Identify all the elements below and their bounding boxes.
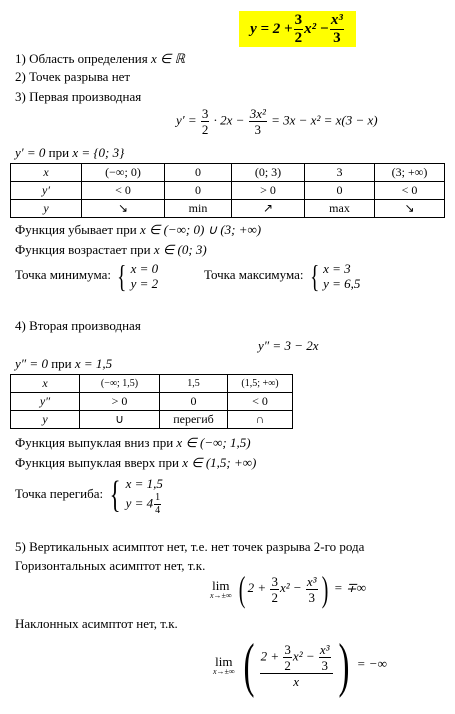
first-derivative-formula: y′ = $\frac{3}{2}$ · 2x − $\frac{\text{3x²}}{3}$ = 3x − x² = x(3 − x)	[176, 106, 378, 137]
title-frac1-den: 2	[294, 29, 303, 46]
minimum-point: Точка минимума: { x = 0 y = 2	[15, 258, 159, 294]
increasing-interval: Функция возрастает при x ∈ (0; 3)	[15, 242, 207, 257]
title-frac2-den: 3	[333, 29, 341, 46]
table-row: y″ > 0 0 < 0	[11, 393, 293, 411]
title-frac2-num: x³	[330, 11, 343, 28]
section-discontinuity: 2) Точек разрыва нет	[15, 69, 131, 84]
table-row: y′ < 0 0 > 0 0 < 0	[11, 182, 445, 200]
title-frac1-num: 3	[294, 11, 303, 28]
domain-math: x ∈ ℝ	[151, 51, 185, 66]
first-derivative-zeros: y′ = 0 при x = {0; 3}	[15, 145, 125, 160]
section-asymptotes: 5) Вертикальных асимптот нет, т.е. нет точек разрыва 2-го рода	[15, 539, 365, 554]
convex-down-interval: Функция выпуклая вниз при x ∈ (−∞; 1,5)	[15, 435, 251, 450]
section-domain: 1) Область определения x ∈ ℝ	[15, 51, 185, 66]
convex-up-interval: Функция выпуклая вверх при x ∈ (1,5; +∞)	[15, 455, 257, 470]
sign-table-second-derivative	[10, 374, 293, 429]
table-row: y ∪ перегиб ∩	[11, 411, 293, 429]
limit-oblique: lim x→±∞ ( 2 + $\frac{3}{2}$ x² − $\frac{\text{x³}}{3}$ x ) = −∞	[213, 632, 387, 698]
horizontal-asymptotes-text: Горизонтальных асимптот нет, т.к.	[15, 558, 206, 573]
decreasing-interval: Функция убывает при x ∈ (−∞; 0) ∪ (3; +∞)	[15, 222, 262, 237]
section-second-derivative: 4) Вторая производная	[15, 318, 141, 333]
inflection-point: Точка перегиба: { x = 1,5 y = 4 $\frac{1}{4}$	[15, 474, 163, 516]
second-derivative-formula: y″ = 3 − 2x	[258, 338, 319, 353]
limit-horizontal: lim x→±∞ ( 2 + $\frac{3}{2}$ x² − $\frac{\text{x³}}{3}$ ) = ∓∞	[210, 569, 366, 609]
second-derivative-zeros: y″ = 0 при x = 1,5	[15, 356, 113, 371]
table-row: y ↘ min ↗ max ↘	[11, 200, 445, 218]
table-row: x (−∞; 1,5) 1,5 (1,5; +∞)	[11, 375, 293, 393]
function-title	[239, 11, 356, 47]
oblique-asymptotes-text: Наклонных асимптот нет, т.к.	[15, 616, 178, 631]
section-first-derivative: 3) Первая производная	[15, 89, 142, 104]
title-lhs: y = 2 +	[250, 20, 293, 37]
maximum-point: Точка максимума: { x = 3 y = 6,5	[204, 258, 361, 294]
title-mid: x² −	[304, 20, 329, 37]
table-row: x (−∞; 0) 0 (0; 3) 3 (3; +∞)	[11, 164, 445, 182]
sign-table-first-derivative	[10, 163, 445, 218]
